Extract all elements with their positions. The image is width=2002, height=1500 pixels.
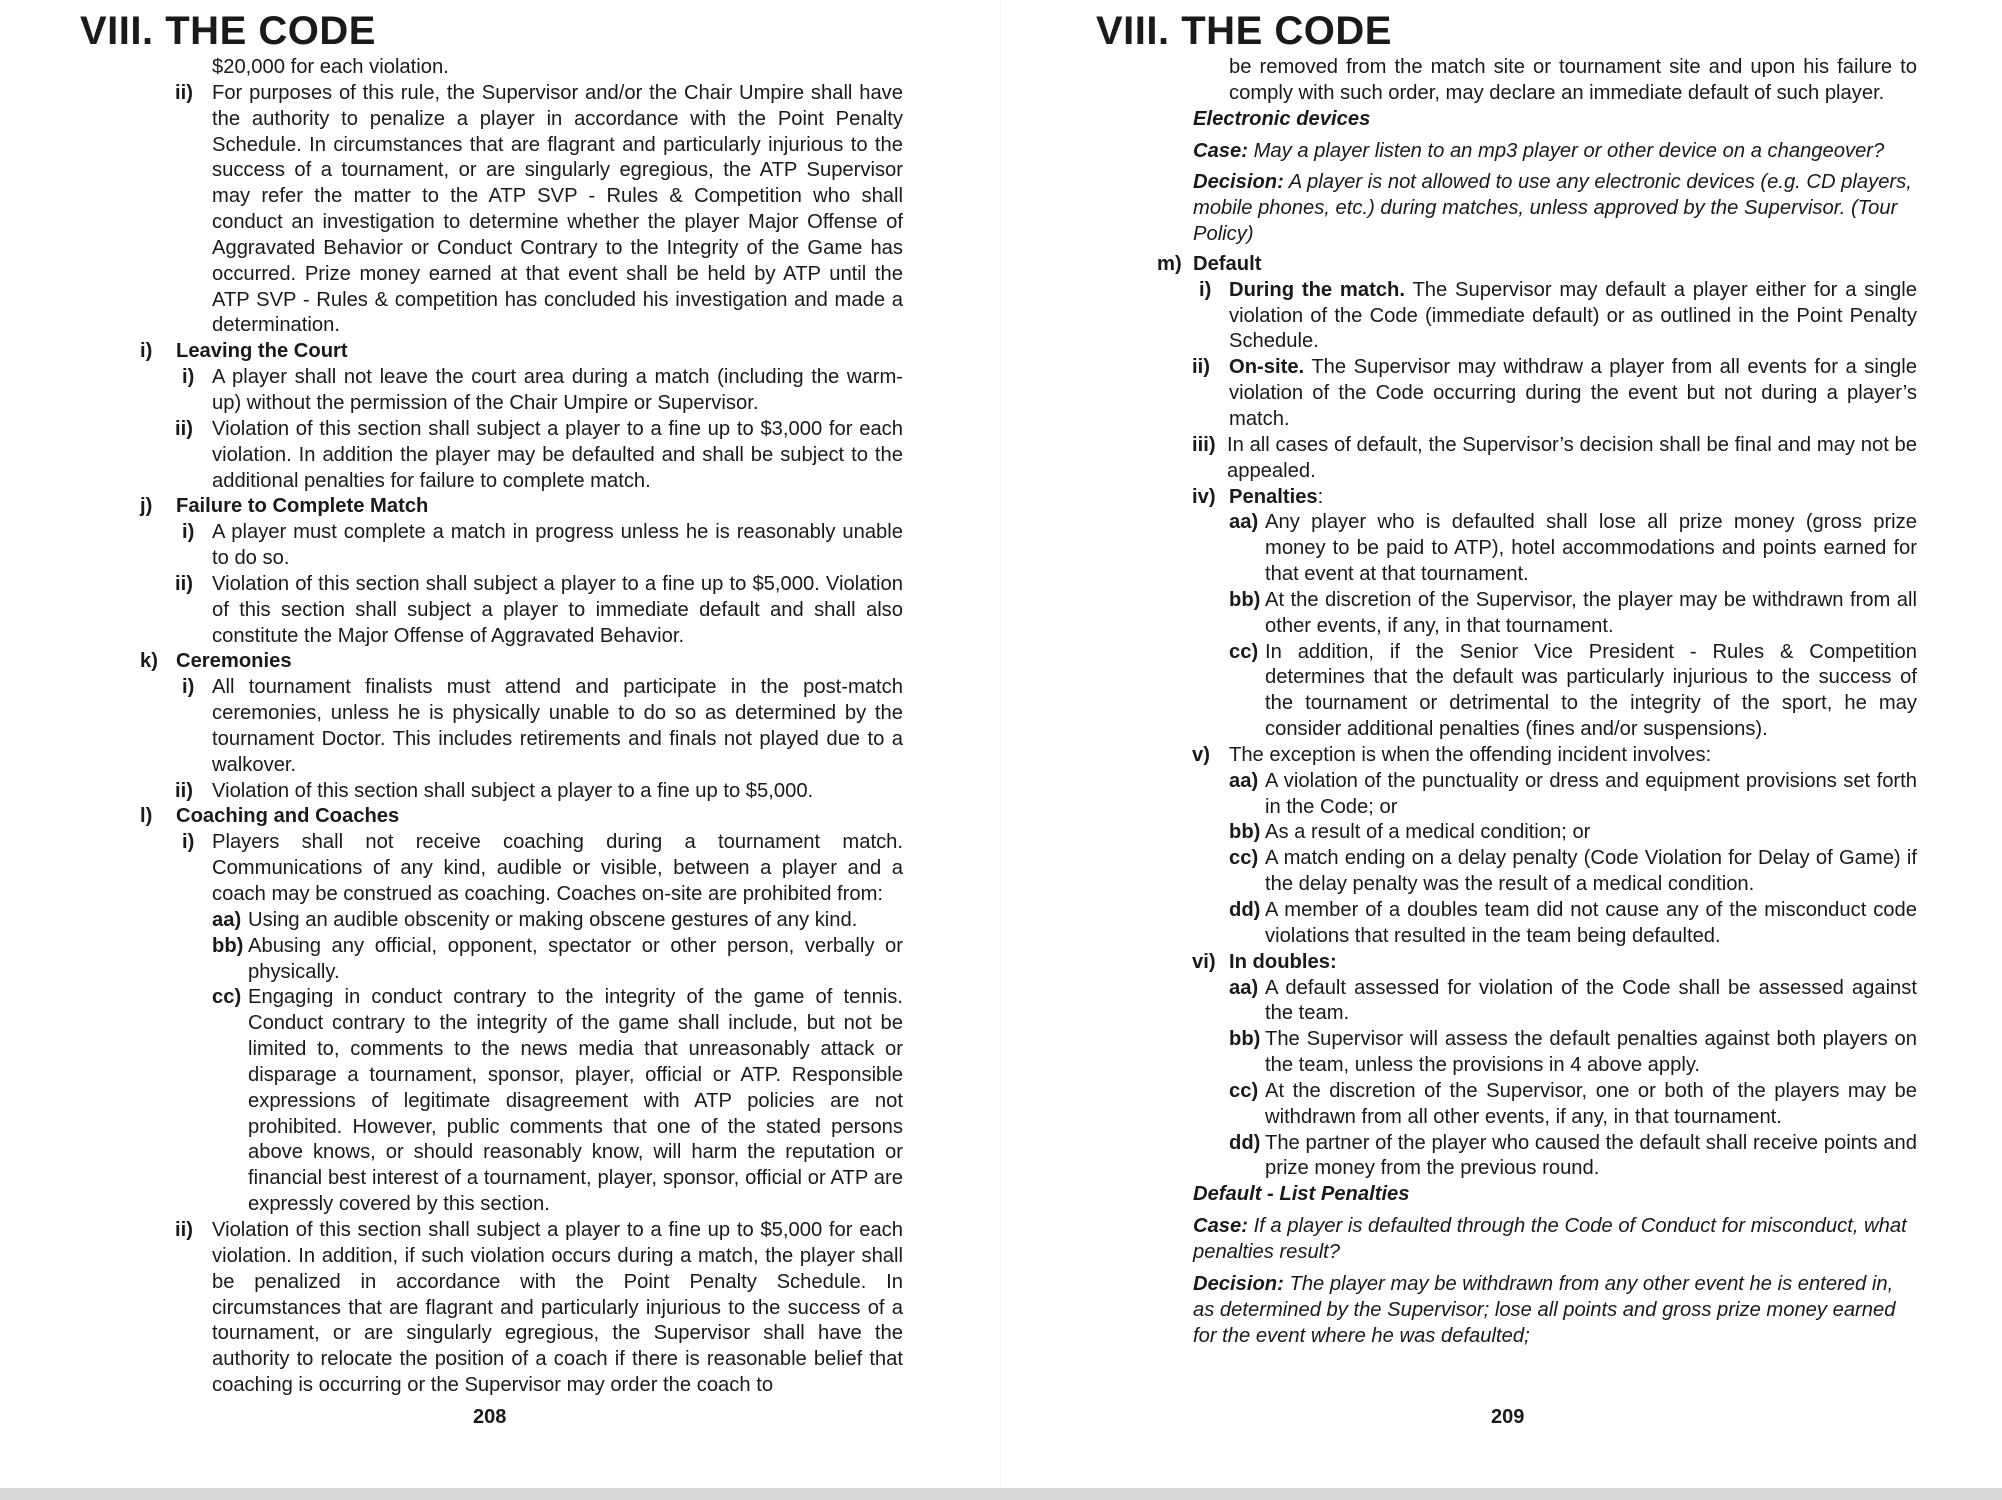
paragraph [0, 985, 1000, 1218]
paragraph-text: All tournament finalists must attend and participate in the post-match ceremonies, unless he is physically unable to do so as determined by the tournament Doctor. This includes retirements and finals not played due to a walkover. [212, 676, 903, 776]
paragraph-text: A player shall not leave the court area during a match (including the warm-up) without the permission of the Chair Umpire or Supervisor. [212, 366, 903, 414]
paragraph-text: If a player is defaulted through the Code of Conduct for misconduct, what penalties result? [1193, 1215, 1907, 1263]
inline-label: Case: [1193, 1215, 1248, 1238]
paragraph-text: In all cases of default, the Supervisor’s decision shall be final and may not be appealed. [1227, 433, 1917, 482]
paragraph-text: A default assessed for violation of the Code shall be assessed against the team. [1265, 976, 1917, 1025]
list-marker: i) [182, 676, 195, 699]
paragraph-text: Abusing any official, opponent, spectator or other person, verbally or physically. [248, 934, 903, 983]
list-marker: i) [182, 521, 195, 544]
paragraph-text: Leaving the Court [176, 340, 348, 363]
list-marker: ii) [175, 81, 193, 104]
paragraph-text: At the discretion of the Supervisor, one or both of the players may be withdrawn from all other events, if any, in that tournament. [1265, 1079, 1917, 1128]
paragraph-text: $20,000 for each violation. [212, 56, 449, 78]
paragraph [1001, 485, 2001, 511]
list-marker: ii) [1192, 356, 1210, 379]
left-page [0, 0, 1000, 1488]
paragraph-text: As a result of a medical condition; or [1265, 821, 1591, 844]
paragraph [1001, 820, 2001, 846]
inline-label: Decision: [1193, 1272, 1284, 1295]
paragraph-text: The Supervisor may default a player either for a single violation of the Code (immediate default) or as outlined in the Point Penalty Schedule. [1229, 278, 1917, 353]
paragraph-text: Ceremonies [176, 650, 292, 673]
paragraph [1001, 846, 2001, 898]
list-marker: bb) [1229, 821, 1261, 844]
right-page [1001, 0, 2001, 1488]
paragraph [0, 779, 1000, 805]
paragraph [0, 675, 1000, 778]
paragraph [1001, 640, 2001, 743]
inline-label: Penalties [1229, 485, 1318, 508]
list-marker: ii) [175, 779, 193, 802]
list-marker: ii) [175, 417, 193, 440]
paragraph-text: be removed from the match site or tournament site and upon his failure to comply with such order, may declare an immediate default of such player. [1229, 56, 1917, 104]
list-marker: i) [182, 831, 195, 854]
paragraph [0, 339, 1000, 365]
list-marker: bb) [212, 934, 244, 957]
list-marker: m) [1157, 252, 1182, 275]
paragraph [0, 55, 1000, 81]
list-marker: aa) [1229, 511, 1259, 534]
paragraph-text: Electronic devices [1193, 107, 1371, 130]
paragraph [1001, 278, 2001, 356]
paragraph [1001, 55, 2001, 107]
paragraph-text: Default [1193, 252, 1262, 275]
paragraph-text: Players shall not receive coaching during a tournament match. Communications of any kind, audible or visible, between a player and a coach may be construed as coaching. Coaches on-site are prohibited from: [212, 831, 903, 905]
list-marker: vi) [1192, 950, 1216, 973]
list-marker: bb) [1229, 588, 1261, 611]
list-marker: bb) [1229, 1028, 1261, 1051]
list-marker: v) [1192, 743, 1210, 766]
paragraph-text: : [1317, 485, 1324, 508]
paragraph-text: May a player listen to an mp3 player or other device on a changeover? [1247, 139, 1885, 162]
list-marker: ii) [175, 1218, 193, 1241]
paragraph-text: Using an audible obscenity or making obscene gestures of any kind. [248, 908, 858, 931]
paragraph-text: Engaging in conduct contrary to the integrity of the game of tennis. Conduct contrary to the integrity of the game shall include, but not be limited to, comments to the news media that unreasonably attack or disparage a tournament, sponsor, player, official or ATP. Responsible expressions of legitimate disagreement with ATP policies are not prohibited. However, public comments that one of the stated persons above knows, or should reasonably know, will harm the reputation or financial best interest of a tournament, player, sponsor, official or ATP are expressly covered by this section. [248, 986, 903, 1216]
list-marker: dd) [1229, 1131, 1261, 1154]
paragraph-text: The exception is when the offending incident involves: [1229, 743, 1712, 766]
list-marker: j) [140, 495, 153, 518]
paragraph-text: Violation of this section shall subject a player to a fine up to $5,000 for each violation. In addition, if such violation occurs during a match, the player shall be penalized in accordance with the Point Penalty Schedule. In circumstances that are flagrant and particularly injurious to the success of a tournament, or are singularly egregious, the Supervisor shall have the authority to relocate the position of a coach if there is reasonable belief that coaching is occurring or the Supervisor may order the coach to [212, 1218, 903, 1397]
paragraph [1001, 1214, 2001, 1266]
list-marker: iv) [1192, 485, 1216, 508]
paragraph-text: Failure to Complete Match [176, 495, 429, 518]
bottom-scroll-track[interactable] [0, 1488, 2002, 1500]
paragraph [0, 1218, 1000, 1399]
paragraph [0, 830, 1000, 908]
paragraph [0, 649, 1000, 675]
paragraph [1001, 1182, 2001, 1208]
paragraph-text: Coaching and Coaches [176, 805, 400, 828]
paragraph [0, 520, 1000, 572]
paragraph-text: The partner of the player who caused the default shall receive points and prize money from the previous round. [1265, 1131, 1917, 1180]
paragraph-text: The player may be withdrawn from any other event he is entered in, as determined by the Supervisor; lose all points and gross prize money earned for the event where he was defaulted; [1193, 1272, 1896, 1347]
paragraph [1001, 1131, 2001, 1183]
paragraph-text: Any player who is defaulted shall lose all prize money (gross prize money to be paid to ATP), hotel accommodations and points earned for that event at that tournament. [1265, 511, 1917, 586]
paragraph [1001, 355, 2001, 433]
paragraph [1001, 170, 2001, 248]
paragraph [0, 494, 1000, 520]
list-marker: iii) [1192, 433, 1216, 456]
paragraph [0, 908, 1000, 934]
paragraph-text: A match ending on a delay penalty (Code Violation for Delay of Game) if the delay penalty was the result of a medical condition. [1265, 847, 1917, 896]
paragraph [1001, 976, 2001, 1028]
paragraph [1001, 252, 2001, 278]
list-marker: aa) [1229, 976, 1259, 999]
paragraph [0, 934, 1000, 986]
paragraph-text: In addition, if the Senior Vice President - Rules & Competition determines that the default was particularly injurious to the success of the tournament or detrimental to the integrity of the sport, he may consider additional penalties (fines and/or suspensions). [1265, 640, 1917, 741]
list-marker: aa) [212, 908, 242, 931]
list-marker: l) [140, 805, 153, 828]
paragraph [1001, 1079, 2001, 1131]
inline-label: Decision: [1193, 171, 1284, 194]
list-marker: cc) [1229, 847, 1259, 870]
list-marker: cc) [1229, 640, 1259, 663]
page-number: 209 [1491, 1406, 1525, 1428]
paragraph [0, 804, 1000, 830]
paragraph-text: The Supervisor will assess the default penalties against both players on the team, unless the provisions in 4 above apply. [1265, 1028, 1917, 1077]
list-marker: i) [1199, 278, 1212, 301]
page-body [1001, 55, 2001, 1349]
paragraph-text: A player must complete a match in progress unless he is reasonably unable to do so. [212, 521, 903, 570]
page-number: 208 [473, 1406, 507, 1428]
paragraph [1001, 950, 2001, 976]
paragraph-text: In doubles: [1229, 950, 1337, 973]
paragraph [1001, 433, 2001, 485]
paragraph [0, 572, 1000, 650]
paragraph-text: A member of a doubles team did not cause any of the misconduct code violations that resulted in the team being defaulted. [1265, 899, 1917, 947]
paragraph [0, 417, 1000, 495]
paragraph-text: For purposes of this rule, the Supervisor and/or the Chair Umpire shall have the authority to penalize a player in accordance with the Point Penalty Schedule. In circumstances that are flagrant and particularly injurious to the success of a tournament, or are singularly egregious, the ATP Supervisor may refer the matter to the ATP SVP - Rules & Competition who shall conduct an investigation to determine whether the player Major Offense of Aggravated Behavior or Conduct Contrary to the Integrity of the Game has occurred. Prize money earned at that event shall be held by ATP until the ATP SVP - Rules & competition has concluded his investigation and made a determination. [212, 81, 903, 337]
paragraph-text: At the discretion of the Supervisor, the player may be withdrawn from all other events, if any, in that tournament. [1265, 588, 1917, 637]
paragraph [1001, 107, 2001, 133]
paragraph [1001, 898, 2001, 950]
list-marker: aa) [1229, 769, 1259, 792]
paragraph-text: A violation of the punctuality or dress and equipment provisions set forth in the Code; or [1265, 769, 1917, 818]
list-marker: cc) [212, 986, 242, 1009]
paragraph [1001, 588, 2001, 640]
paragraph-text: Violation of this section shall subject a player to a fine up to $3,000 for each violation. In addition the player may be defaulted and shall be subject to the additional penalties for failure to complete match. [212, 417, 903, 492]
paragraph [1001, 743, 2001, 769]
paragraph [1001, 510, 2001, 588]
paragraph-text: Violation of this section shall subject a player to a fine up to $5,000. Violation of this section shall subject a player to immediate default and shall also constitute the Major Offense of Aggravated Behavior. [212, 572, 903, 647]
list-marker: k) [140, 650, 158, 673]
list-marker: ii) [175, 572, 193, 595]
paragraph [0, 365, 1000, 417]
inline-label: Case: [1193, 139, 1248, 162]
paragraph [1001, 1027, 2001, 1079]
paragraph [0, 81, 1000, 339]
paragraph [1001, 1272, 2001, 1350]
page-heading: VIII. THE CODE [80, 9, 376, 53]
list-marker: i) [182, 366, 195, 389]
page-body [0, 55, 1000, 1399]
paragraph-text: Default - List Penalties [1193, 1183, 1410, 1206]
list-marker: cc) [1229, 1079, 1259, 1102]
paragraph [1001, 139, 2001, 165]
paragraph [1001, 769, 2001, 821]
paragraph-text: A player is not allowed to use any electronic devices (e.g. CD players, mobile phones, etc.) during matches, unless approved by the Supervisor. (Tour Policy) [1193, 171, 1912, 246]
paragraph-text: Violation of this section shall subject a player to a fine up to $5,000. [212, 779, 814, 802]
list-marker: i) [140, 340, 153, 363]
inline-label: On-site. [1229, 356, 1305, 379]
list-marker: dd) [1229, 899, 1261, 921]
paragraph-text: The Supervisor may withdraw a player from all events for a single violation of the Code occurring during the event but not during a player’s match. [1229, 356, 1917, 430]
page-heading: VIII. THE CODE [1096, 9, 1392, 53]
inline-label: During the match. [1229, 278, 1406, 301]
